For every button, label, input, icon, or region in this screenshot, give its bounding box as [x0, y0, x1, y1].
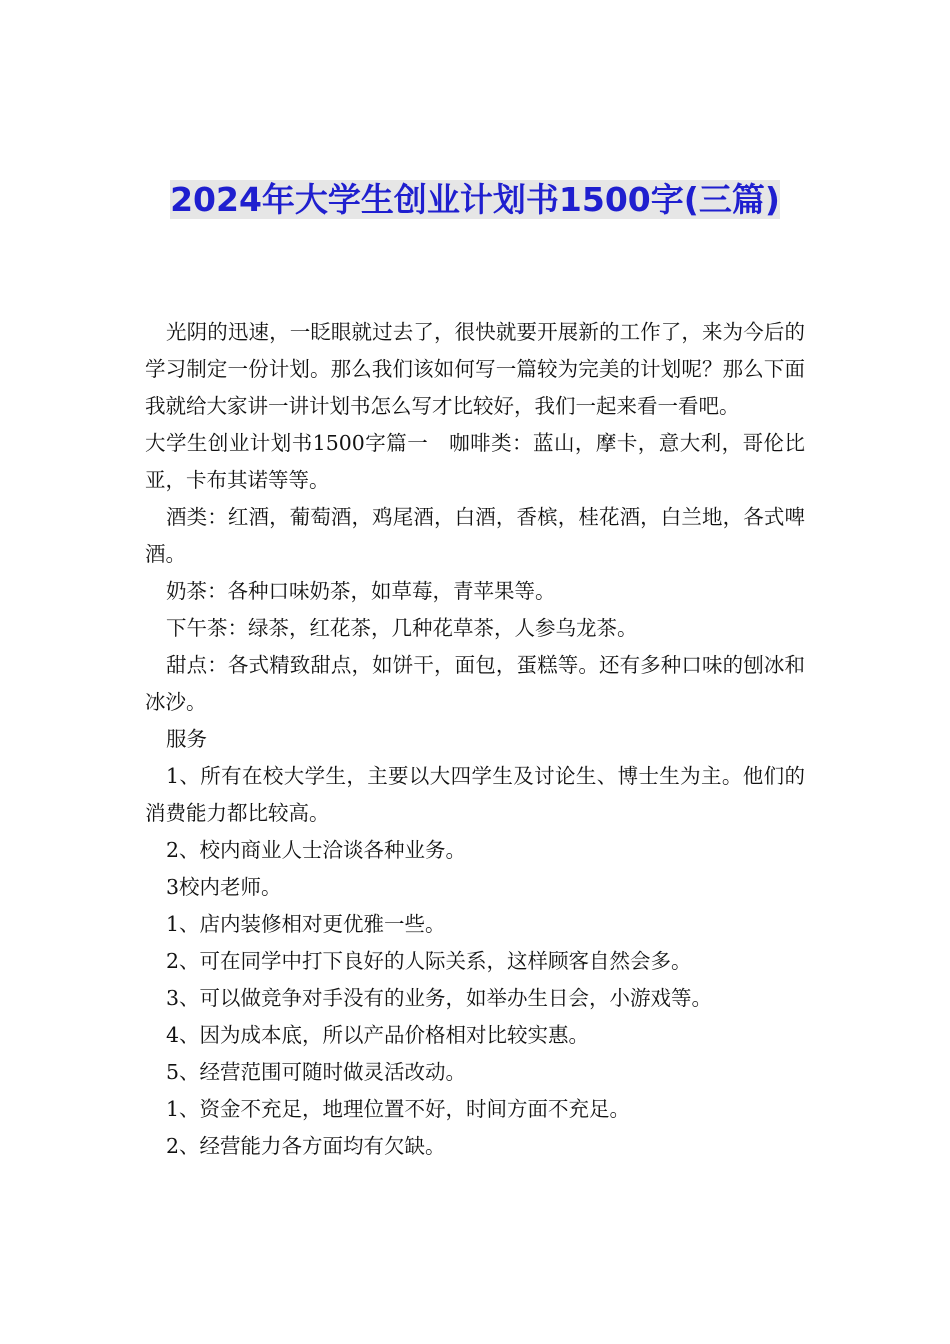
paragraph-afternoon-tea: 下午茶：绿茶，红花茶，几种花草茶，人参乌龙茶。	[166, 616, 638, 640]
list-item: 2、可在同学中打下良好的人际关系，这样顾客自然会多。	[166, 949, 692, 973]
document-title-text: 2024年大学生创业计划书1500字(三篇)	[170, 180, 780, 219]
paragraph-milk-tea: 奶茶：各种口味奶茶，如草莓，青苹果等。	[166, 579, 556, 603]
paragraph-service: 服务	[166, 727, 207, 751]
document-body	[145, 314, 805, 1165]
list-item: 1、店内装修相对更优雅一些。	[166, 912, 446, 936]
list-item: 3校内老师。	[166, 875, 282, 899]
paragraph-section-heading: 大学生创业计划书1500字篇一 咖啡类：蓝山，摩卡，意大利，哥伦比亚，卡布其诺等等。	[145, 431, 805, 492]
list-item: 1、资金不充足，地理位置不好，时间方面不充足。	[166, 1097, 631, 1121]
paragraph-wine: 酒类：红酒，葡萄酒，鸡尾酒，白酒，香槟，桂花酒，白兰地，各式啤酒。	[145, 505, 805, 566]
document-title	[150, 176, 800, 223]
list-item: 2、校内商业人士洽谈各种业务。	[166, 838, 467, 862]
paragraph-intro: 光阴的迅速，一眨眼就过去了，很快就要开展新的工作了，来为今后的学习制定一份计划。那么我们该如何写一篇较为完美的计划呢？那么下面我就给大家讲一讲计划书怎么写才比较好，我们一起来看一看吧。	[145, 320, 805, 418]
paragraph-dessert: 甜点：各式精致甜点，如饼干，面包，蛋糕等。还有多种口味的刨冰和冰沙。	[145, 653, 805, 714]
list-item: 5、经营范围可随时做灵活改动。	[166, 1060, 467, 1084]
list-item: 2、经营能力各方面均有欠缺。	[166, 1134, 446, 1158]
list-item: 4、因为成本底，所以产品价格相对比较实惠。	[166, 1023, 590, 1047]
list-item: 3、可以做竞争对手没有的业务，如举办生日会，小游戏等。	[166, 986, 713, 1010]
list-item: 1、所有在校大学生，主要以大四学生及讨论生、博士生为主。他们的消费能力都比较高。	[145, 764, 805, 825]
